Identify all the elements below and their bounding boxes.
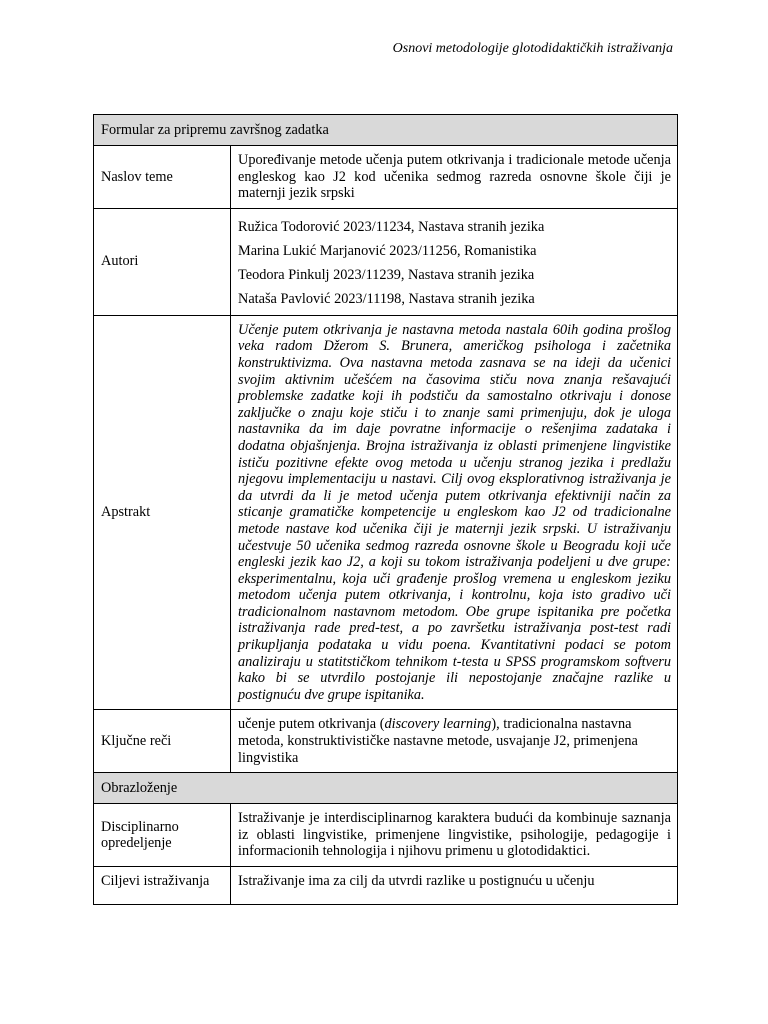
author-item: Marina Lukić Marjanović 2023/11256, Romanistika xyxy=(238,242,537,259)
goals-row xyxy=(94,867,678,905)
abstract-row xyxy=(94,315,678,710)
running-header: Osnovi metodologije glotodidaktičkih istraživanja xyxy=(392,41,673,56)
goals-label: Ciljevi istraživanja xyxy=(94,867,231,905)
keywords-italic-term: discovery learning xyxy=(384,716,492,733)
keywords-text-start: učenje putem otkrivanja ( xyxy=(238,716,385,733)
form-title: Formular za pripremu završnog zadatka xyxy=(94,115,678,146)
abstract-text: Učenje putem otkrivanja je nastavna metoda nastala 60ih godina prošlog veka radom Džerom S. Brunera, američkog psihologa i začetnika konstruktivizma. Ova nastavna metoda zasnava se na ideji da učenici svojim aktivnim učešćem na časovima stiču nova znanja rešavajući problemske zadatke koji ih podstiču da samostalno otkrivaju i donose zaključke o znaju koje stiču i to znanje sami primenjuju, dok je uloga nastavnika da im daje povratne informacije o rešenjima zadataka i dodatna objašnjenja. Brojna istraživanja iz oblasti primenjene lingvistike ističu pozitivne efekte ovog metoda u učenju stranog jezika i predlažu njegovu implementaciju u nastavi. Cilj ovog eksplorativnog istraživanja je da utvrdi da li je metod učenja putem otkrivanja efektivniji način za sticanje gramatičke kompetencije u engleskom kao J2 od tradicionalne metode nastave kod učenika čiji je maternji jezik srpski. U istraživanju učestvuje 50 učenika sedmog razreda osnovne škole u Beogradu koji uče engleski jezik kao J2, a koji su tokom istraživanja podeljeni u dve grupe: eksperimentalnu, koja uči građenje prošlog vremena u engleskom jeziku metodom učenja putem otkrivanja, i kontrolnu, koja isto gradivo uči tradicionalnom nastavnom metodom. Obe grupe ispitanika pre početka istraživanja rade pred-test, a po završetku istraživanja post-test radi prikupljanja podataka u vidu poena. Kvantitativni podaci se potom analiziraju u statitstičkom tehnikom t-testa u SPSS programskom softveru kako bi se utvrdilo postojanje ili nepostojanje značajne razlike u postignuću dve grupe ispitanika. xyxy=(231,315,678,710)
keywords-value xyxy=(231,710,678,773)
discipline-row xyxy=(94,804,678,867)
authors-list xyxy=(231,208,678,315)
rationale-title: Obrazloženje xyxy=(94,773,678,804)
keywords-row xyxy=(94,710,678,773)
goals-value: Istraživanje ima za cilj da utvrdi razlike u postignuću u učenju xyxy=(231,867,678,905)
assignment-form-table xyxy=(93,114,678,905)
author-item: Nataša Pavlović 2023/11198, Nastava stranih jezika xyxy=(238,290,535,307)
topic-value: Upoređivanje metode učenja putem otkrivanja i tradicionale metode učenja engleskog kao J2 kod učenika sedmog razreda osnovne škole čiji je maternji jezik srpski xyxy=(231,146,678,209)
topic-row xyxy=(94,146,678,209)
discipline-value: Istraživanje je interdisciplinarnog karaktera budući da kombinuje saznanja iz oblasti lingvistike, primenjene lingvistike, psihologije, pedagogije i informacionih tehnologija i njihovu primenu u glotodidaktici. xyxy=(231,804,678,867)
rationale-row xyxy=(94,773,678,804)
discipline-label: Disciplinarno opredeljenje xyxy=(94,804,231,867)
authors-row xyxy=(94,208,678,315)
authors-label: Autori xyxy=(94,208,231,315)
form-title-row xyxy=(94,115,678,146)
author-item: Teodora Pinkulj 2023/11239, Nastava stranih jezika xyxy=(238,266,535,283)
topic-label: Naslov teme xyxy=(94,146,231,209)
keywords-label: Ključne reči xyxy=(94,710,231,773)
abstract-label: Apstrakt xyxy=(94,315,231,710)
author-item: Ružica Todorović 2023/11234, Nastava stranih jezika xyxy=(238,218,545,235)
keywords-text-end: ), tradicionalna nastavna metoda, konstruktivističke nastavne metode, usvajanje J2, primenjena lingvistika xyxy=(238,716,638,766)
